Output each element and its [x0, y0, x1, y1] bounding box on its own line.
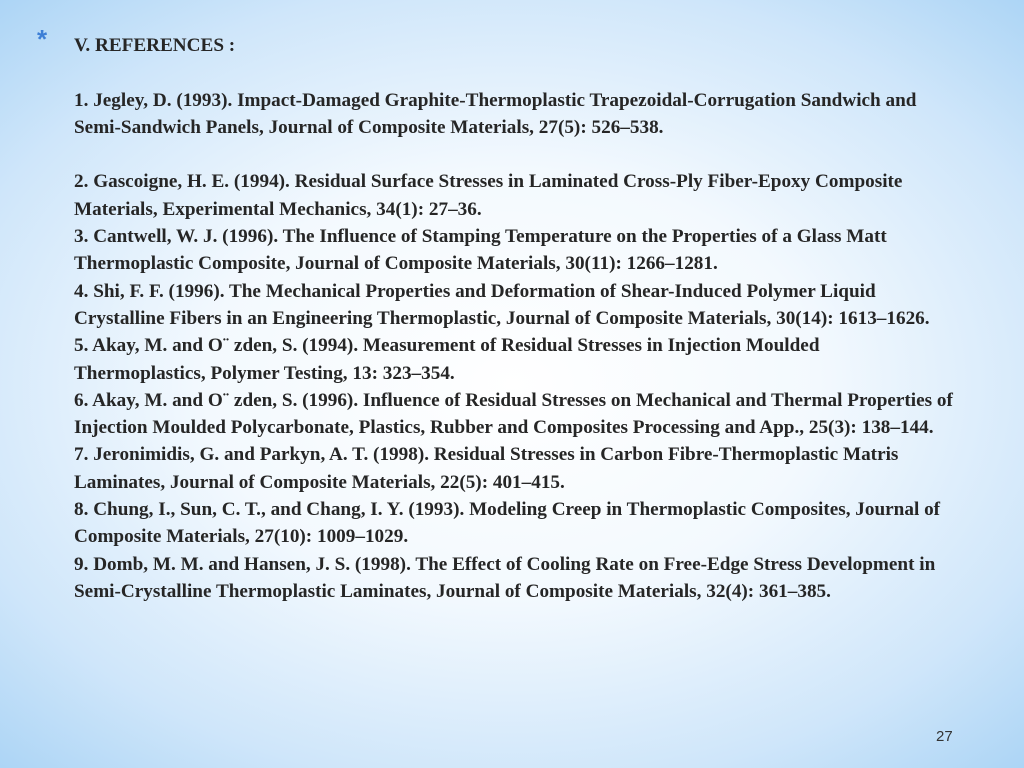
references-content: [74, 32, 954, 605]
page-number: 27: [936, 728, 953, 745]
bullet-asterisk-icon: *: [37, 24, 48, 54]
reference-9: 9. Domb, M. M. and Hansen, J. S. (1998). The Effect of Cooling Rate on Free-Edge Stress Development in Semi-Crystalline Thermoplastic Laminates, Journal of Composite Materials, 32(4): 361–385.: [74, 553, 936, 602]
reference-spacer: [74, 141, 954, 168]
reference-8: 8. Chung, I., Sun, C. T., and Chang, I. Y. (1993). Modeling Creep in Thermoplastic Composites, Journal of Composite Materials, 27(10): 1009–1029.: [74, 499, 941, 548]
reference-5: 5. Akay, M. and O¨ zden, S. (1994). Measurement of Residual Stresses in Injection Moulded Thermoplastics, Polymer Testing, 13: 323–354.: [74, 335, 820, 384]
title-spacer: [74, 59, 954, 86]
reference-2: 2. Gascoigne, H. E. (1994). Residual Surface Stresses in Laminated Cross-Ply Fiber-Epoxy Composite Materials, Experimental Mechanics, 34(1): 27–36.: [74, 171, 903, 220]
reference-3: 3. Cantwell, W. J. (1996). The Influence of Stamping Temperature on the Properties of a Glass Matt Thermoplastic Composite, Journal of Composite Materials, 30(11): 1266–1281.: [74, 226, 887, 275]
reference-4: 4. Shi, F. F. (1996). The Mechanical Properties and Deformation of Shear-Induced Polymer Liquid Crystalline Fibers in an Engineering Thermoplastic, Journal of Composite Materials, 30(14): 1613–1626.: [74, 280, 930, 329]
references-title: V. REFERENCES :: [74, 35, 236, 56]
reference-7: 7. Jeronimidis, G. and Parkyn, A. T. (1998). Residual Stresses in Carbon Fibre-Thermoplastic Matris Laminates, Journal of Composite Materials, 22(5): 401–415.: [74, 444, 899, 493]
reference-6: 6. Akay, M. and O¨ zden, S. (1996). Influence of Residual Stresses on Mechanical and Thermal Properties of Injection Moulded Polycarbonate, Plastics, Rubber and Composites Processing and App., 25(3): 138–144.: [74, 389, 953, 439]
reference-1: 1. Jegley, D. (1993). Impact-Damaged Graphite-Thermoplastic Trapezoidal-Corrugation Sandwich and Semi-Sandwich Panels, Journal of Composite Materials, 27(5): 526–538.: [74, 89, 917, 138]
